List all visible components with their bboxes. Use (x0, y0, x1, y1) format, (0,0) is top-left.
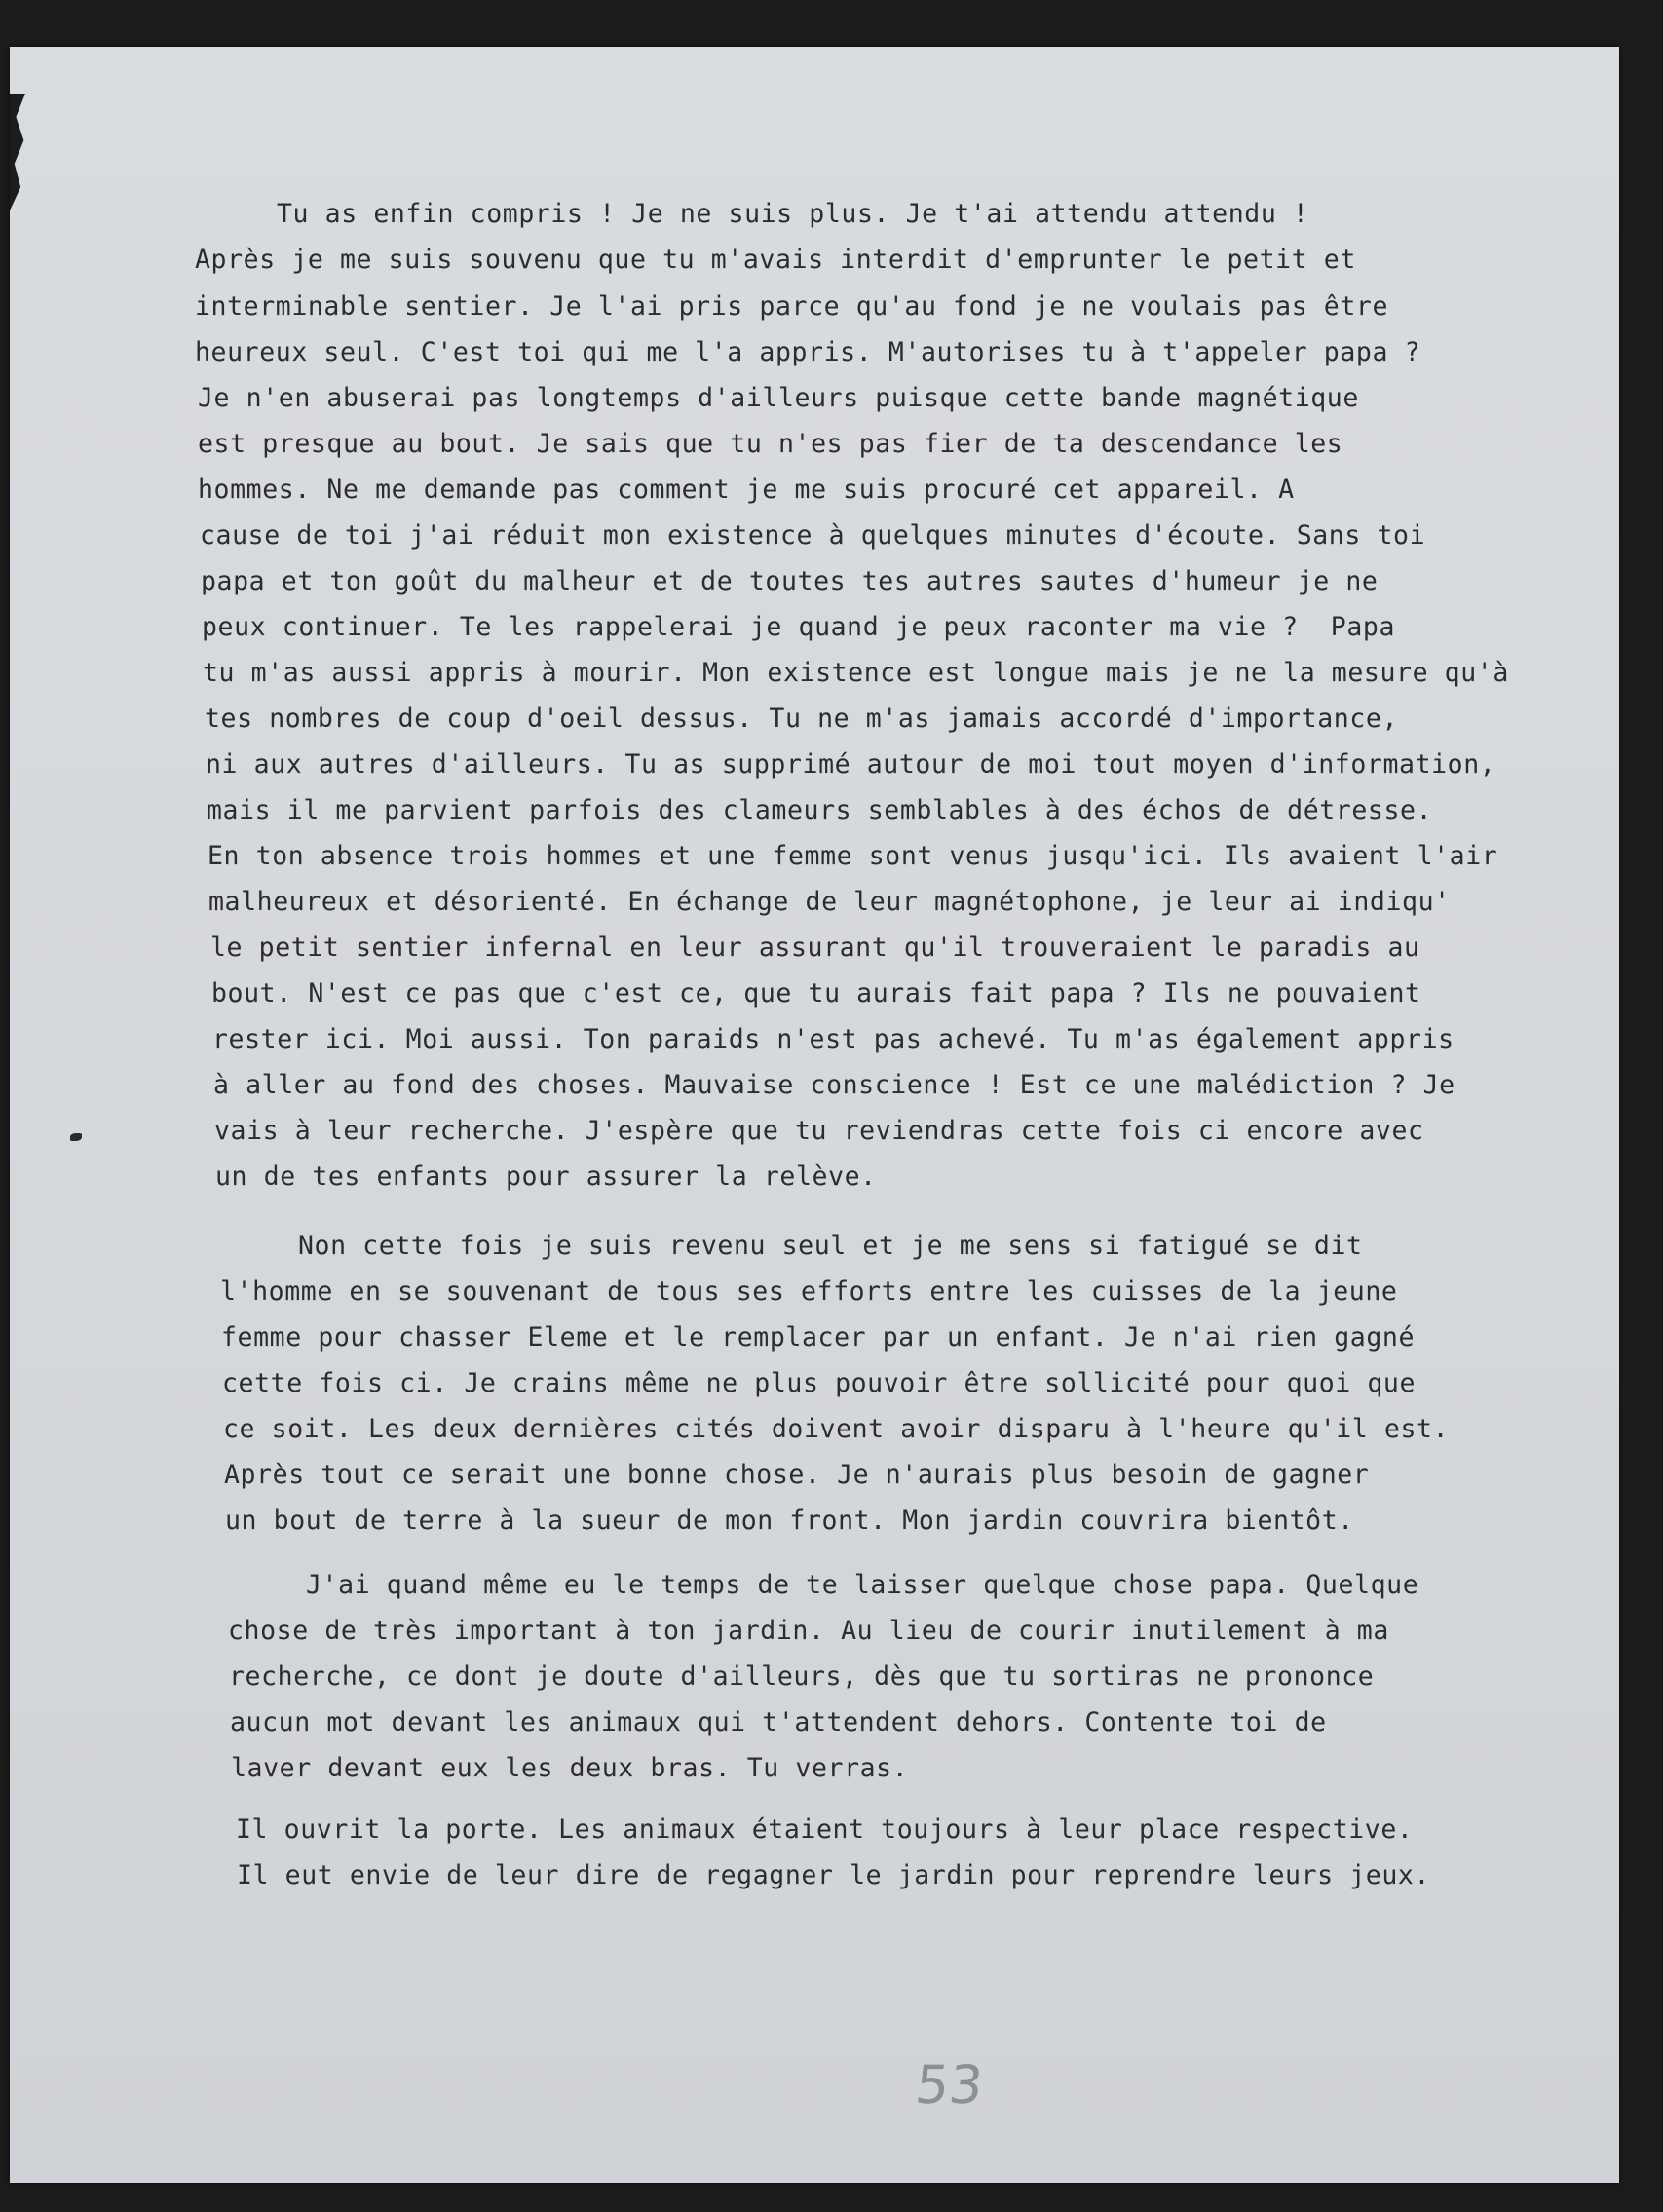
text-line: rester ici. Moi aussi. Ton paraids n'est pas achevé. Tu m'as également appris (212, 1024, 1455, 1054)
text-line: cette fois ci. Je crains même ne plus pouvoir être sollicité pour quoi que (222, 1368, 1417, 1398)
text-line: bout. N'est ce pas que c'est ce, que tu aurais fait papa ? Ils ne pouvaient (211, 978, 1421, 1009)
text-line: Tu as enfin compris ! Je ne suis plus. Je t'ai attendu attendu ! (277, 199, 1309, 229)
text-line: En ton absence trois hommes et une femme sont venus jusqu'ici. Ils avaient l'air (208, 841, 1498, 871)
text-line: Non cette fois je suis revenu seul et je me sens si fatigué se dit (298, 1231, 1363, 1261)
text-line: laver devant eux les deux bras. Tu verras. (231, 1753, 909, 1783)
text-line: papa et ton goût du malheur et de toutes tes autres sautes d'humeur je ne (201, 566, 1379, 596)
text-line: cause de toi j'ai réduit mon existence à quelques minutes d'écoute. Sans toi (200, 520, 1426, 551)
typewritten-page (10, 47, 1619, 2183)
text-line: recherche, ce dont je doute d'ailleurs, dès que tu sortiras ne prononce (229, 1661, 1375, 1692)
text-line: interminable sentier. Je l'ai pris parce qu'au fond je ne voulais pas être (195, 291, 1389, 322)
text-line: mais il me parvient parfois des clameurs semblables à des échos de détresse. (207, 795, 1433, 825)
text-line: ni aux autres d'ailleurs. Tu as supprimé autour de moi tout moyen d'information, (206, 749, 1496, 780)
text-line: aucun mot devant les animaux qui t'attendent dehors. Contente toi de (230, 1707, 1327, 1737)
text-line: femme pour chasser Eleme et le remplacer par un enfant. Je n'ai rien gagné (221, 1322, 1416, 1353)
text-line: hommes. Ne me demande pas comment je me suis procuré cet appareil. A (198, 475, 1295, 505)
text-line: tu m'as aussi appris à mourir. Mon existence est longue mais je ne la mesure qu'à (203, 658, 1509, 688)
text-line: malheureux et désorienté. En échange de leur magnétophone, je leur ai indiqu' (208, 887, 1451, 917)
text-line: J'ai quand même eu le temps de te laisser quelque chose papa. Quelque (306, 1570, 1419, 1600)
text-line: heureux seul. C'est toi qui me l'a appris. M'autorises tu à t'appeler papa ? (195, 337, 1421, 367)
text-line: Il ouvrit la porte. Les animaux étaient toujours à leur place respective. (236, 1814, 1414, 1845)
text-line: vais à leur recherche. J'espère que tu reviendras cette fois ci encore avec (214, 1116, 1424, 1146)
torn-corner (10, 94, 25, 210)
text-line: chose de très important à ton jardin. Au lieu de courir inutilement à ma (228, 1616, 1389, 1646)
text-line: un bout de terre à la sueur de mon front. Mon jardin couvrira bientôt. (225, 1506, 1354, 1536)
text-line: Il eut envie de leur dire de regagner le jardin pour reprendre leurs jeux. (237, 1860, 1431, 1890)
text-line: le petit sentier infernal en leur assurant qu'il trouveraient le paradis au (210, 933, 1420, 963)
text-line: l'homme en se souvenant de tous ses efforts entre les cuisses de la jeune (220, 1277, 1398, 1307)
text-line: Je n'en abuserai pas longtemps d'ailleurs puisque cette bande magnétique (198, 383, 1359, 413)
text-line: peux continuer. Te les rappelerai je quand je peux raconter ma vie ? Papa (202, 612, 1396, 642)
text-line: à aller au fond des choses. Mauvaise conscience ! Est ce une malédiction ? Je (213, 1070, 1455, 1100)
text-line: est presque au bout. Je sais que tu n'es pas fier de ta descendance les (198, 429, 1343, 459)
text-line: ce soit. Les deux dernières cités doivent avoir disparu à l'heure qu'il est. (223, 1414, 1450, 1444)
text-line: tes nombres de coup d'oeil dessus. Tu ne m'as jamais accordé d'importance, (205, 704, 1399, 734)
text-line: Après tout ce serait une bonne chose. Je n'aurais plus besoin de gagner (224, 1460, 1370, 1490)
text-line: un de tes enfants pour assurer la relève. (215, 1162, 877, 1192)
margin-ink-mark (70, 1133, 82, 1141)
text-line: Après je me suis souvenu que tu m'avais interdit d'emprunter le petit et (195, 245, 1356, 275)
page-number: 53 (912, 2054, 987, 2116)
